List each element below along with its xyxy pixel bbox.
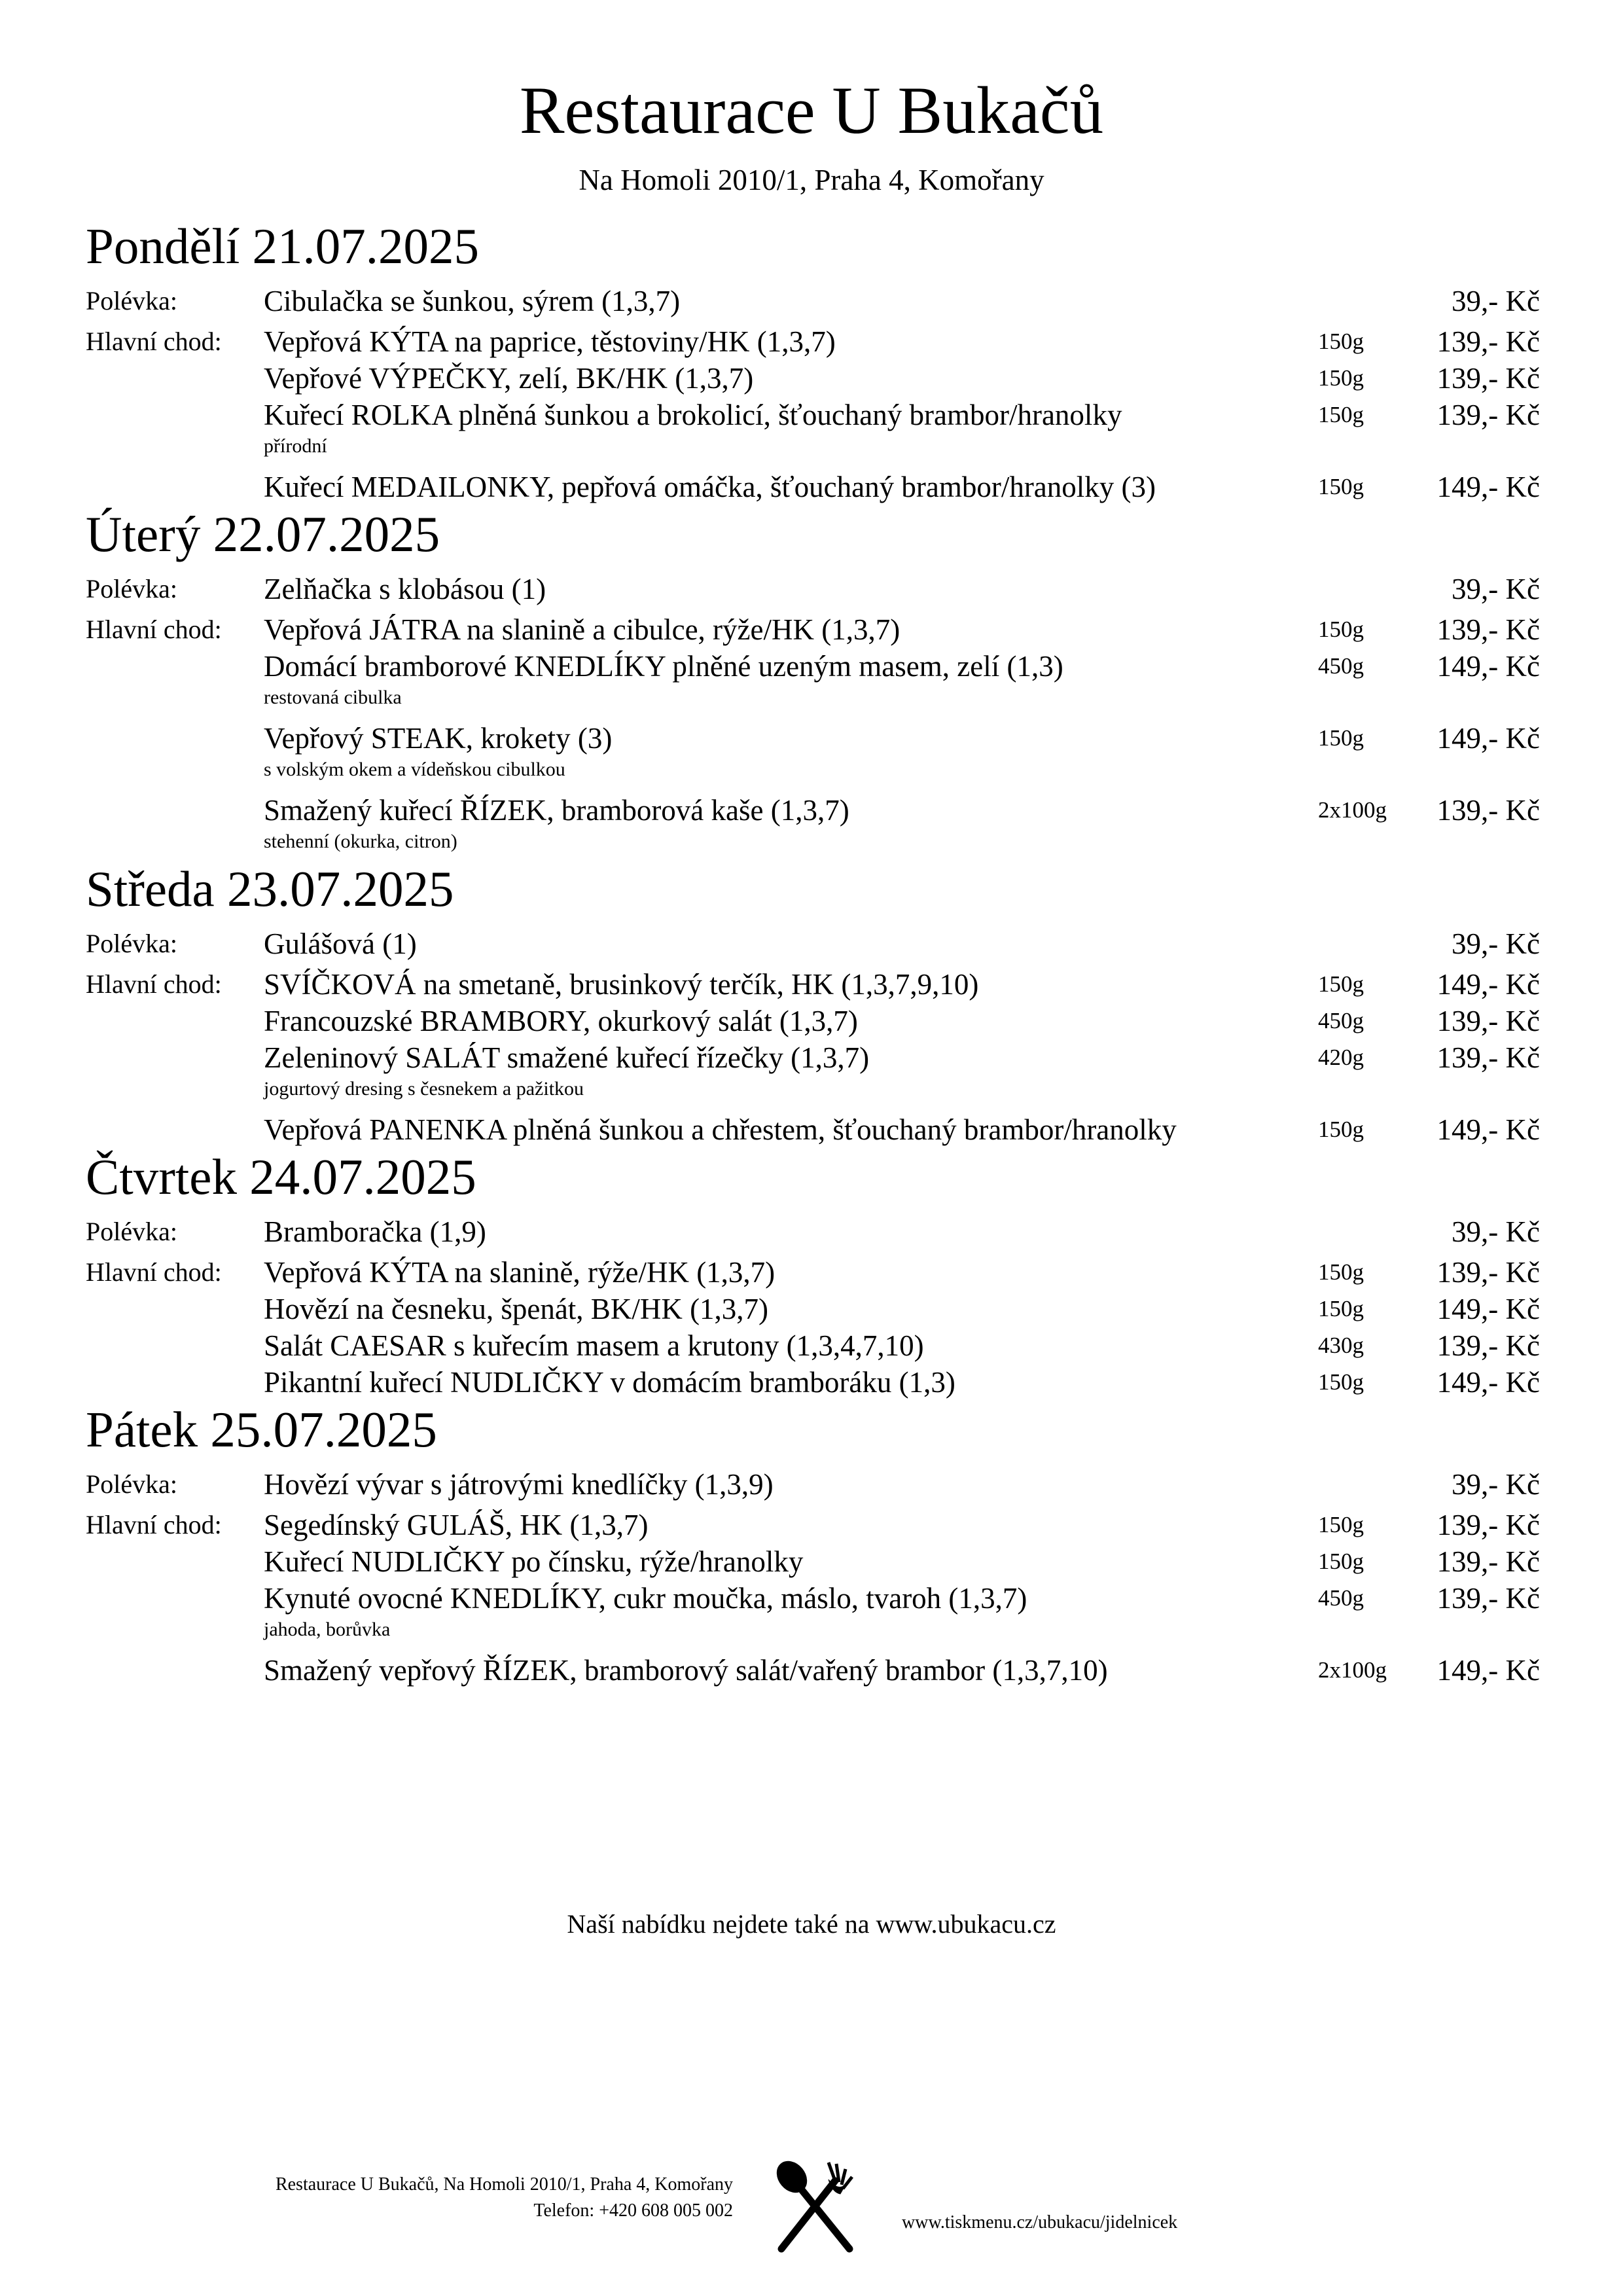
day-title: Čtvrtek 24.07.2025	[86, 1149, 476, 1205]
main-dish-row	[86, 323, 1540, 360]
category-label: Hlavní chod:	[86, 327, 222, 356]
restaurant-title: Restaurace U Bukačů	[519, 73, 1104, 148]
soup-row	[86, 571, 1540, 607]
main-dish-row	[86, 648, 1540, 685]
main-dish-row	[86, 1291, 1540, 1327]
footer-address: Restaurace U Bukačů, Na Homoli 2010/1, Praha 4, Komořany	[275, 2174, 733, 2195]
dish-weight: 150g	[1318, 1549, 1364, 1574]
day-title: Úterý 22.07.2025	[86, 506, 440, 562]
day-title: Pátek 25.07.2025	[86, 1401, 437, 1458]
dish-name: Smažený kuřecí ŘÍZEK, bramborová kaše (1,3,7)	[264, 794, 849, 827]
main-dish-row	[86, 360, 1540, 397]
dish-price: 139,- Kč	[1436, 613, 1540, 646]
category-label: Hlavní chod:	[86, 615, 222, 644]
day-section	[86, 1401, 1540, 1689]
dish-weight: 150g	[1318, 402, 1364, 427]
dish-weight: 450g	[1318, 653, 1364, 679]
dish-note: restovaná cibulka	[264, 687, 402, 708]
dish-weight: 450g	[1318, 1008, 1364, 1033]
footer-url: www.tiskmenu.cz/ubukacu/jidelnicek	[902, 2212, 1178, 2233]
main-dish-row	[86, 1580, 1540, 1617]
dish-price: 149,- Kč	[1436, 650, 1540, 683]
dish-name: Vepřová PANENKA plněná šunkou a chřestem, šťouchaný brambor/hranolky	[264, 1113, 1177, 1146]
dish-weight: 430g	[1318, 1333, 1364, 1358]
dish-price: 139,- Kč	[1436, 325, 1540, 358]
dish-name: Bramboračka (1,9)	[264, 1215, 486, 1248]
main-dish-row	[86, 1507, 1540, 1543]
day-section	[86, 1149, 1540, 1401]
dish-name: SVÍČKOVÁ na smetaně, brusinkový terčík, HK (1,3,7,9,10)	[264, 968, 979, 1001]
weekly-menu	[86, 218, 1540, 1693]
category-label: Polévka:	[86, 286, 177, 315]
dish-name: Francouzské BRAMBORY, okurkový salát (1,3,7)	[264, 1005, 858, 1037]
dish-name: Kuřecí MEDAILONKY, pepřová omáčka, šťouchaný brambor/hranolky (3)	[264, 471, 1156, 503]
dish-note: přírodní	[264, 435, 327, 457]
dish-name: Vepřová KÝTA na slanině, rýže/HK (1,3,7)	[264, 1256, 776, 1289]
dish-price: 39,- Kč	[1452, 927, 1540, 960]
dish-weight: 150g	[1318, 971, 1364, 997]
dish-name: Vepřový STEAK, krokety (3)	[264, 722, 613, 755]
dish-name: Vepřová JÁTRA na slanině a cibulce, rýže/HK (1,3,7)	[264, 613, 901, 646]
restaurant-address: Na Homoli 2010/1, Praha 4, Komořany	[579, 164, 1044, 196]
dish-name: Kuřecí NUDLIČKY po čínsku, rýže/hranolky	[264, 1545, 804, 1578]
dish-weight: 450g	[1318, 1585, 1364, 1611]
category-label: Polévka:	[86, 574, 177, 603]
day-section	[86, 861, 1540, 1148]
main-dish-row	[86, 1652, 1540, 1689]
dish-name: Vepřové VÝPEČKY, zelí, BK/HK (1,3,7)	[264, 362, 754, 395]
dish-name: Gulášová (1)	[264, 927, 417, 960]
main-dish-row	[86, 1327, 1540, 1364]
dish-price: 149,- Kč	[1436, 968, 1540, 1001]
dish-price: 139,- Kč	[1436, 1329, 1540, 1362]
dish-price: 149,- Kč	[1436, 471, 1540, 503]
dish-weight: 150g	[1318, 725, 1364, 751]
main-dish-row	[86, 792, 1540, 829]
dish-weight: 150g	[1318, 1296, 1364, 1321]
dish-weight: 150g	[1318, 329, 1364, 354]
soup-row	[86, 925, 1540, 962]
dish-weight: 150g	[1318, 617, 1364, 642]
dish-weight: 2x100g	[1318, 1657, 1387, 1683]
dish-name: Cibulačka se šunkou, sýrem (1,3,7)	[264, 285, 681, 317]
spoon-fork-icon	[772, 2157, 857, 2255]
dish-name: Kuřecí ROLKA plněná šunkou a brokolicí, šťouchaný brambor/hranolky	[264, 399, 1122, 431]
dish-note: jogurtový dresing s česnekem a pažitkou	[264, 1078, 584, 1100]
dish-weight: 150g	[1318, 365, 1364, 391]
dish-weight: 420g	[1318, 1045, 1364, 1070]
dish-price: 149,- Kč	[1436, 1366, 1540, 1399]
day-title: Středa 23.07.2025	[86, 861, 454, 917]
dish-weight: 150g	[1318, 474, 1364, 499]
day-section	[86, 218, 1540, 505]
dish-name: Zeleninový SALÁT smažené kuřecí řízečky (1,3,7)	[264, 1041, 870, 1074]
dish-note: stehenní (okurka, citron)	[264, 831, 457, 852]
main-dish-row	[86, 1039, 1540, 1076]
main-dish-row	[86, 1254, 1540, 1291]
dish-price: 139,- Kč	[1436, 362, 1540, 395]
dish-name: Kynuté ovocné KNEDLÍKY, cukr moučka, máslo, tvaroh (1,3,7)	[264, 1582, 1027, 1615]
footer-contact	[196, 2172, 733, 2224]
dish-price: 39,- Kč	[1452, 573, 1540, 605]
dish-name: Vepřová KÝTA na paprice, těstoviny/HK (1,3,7)	[264, 325, 836, 358]
main-dish-row	[86, 397, 1540, 433]
dish-name: Pikantní kuřecí NUDLIČKY v domácím bramboráku (1,3)	[264, 1366, 955, 1399]
dish-price: 139,- Kč	[1436, 1545, 1540, 1578]
soup-row	[86, 1213, 1540, 1250]
website-note: Naší nabídku nejdete také na www.ubukacu.cz	[567, 1909, 1056, 1939]
dish-price: 139,- Kč	[1436, 399, 1540, 431]
dish-note: jahoda, borůvka	[264, 1619, 391, 1640]
dish-price: 139,- Kč	[1436, 1509, 1540, 1541]
soup-row	[86, 283, 1540, 319]
main-dish-row	[86, 1111, 1540, 1148]
dish-weight: 2x100g	[1318, 797, 1387, 823]
category-label: Hlavní chod:	[86, 969, 222, 999]
main-dish-row	[86, 720, 1540, 757]
dish-price: 39,- Kč	[1452, 1468, 1540, 1501]
category-label: Polévka:	[86, 929, 177, 958]
dish-note: s volským okem a vídeňskou cibulkou	[264, 759, 565, 780]
dish-name: Smažený vepřový ŘÍZEK, bramborový salát/vařený brambor (1,3,7,10)	[264, 1654, 1108, 1687]
day-title: Pondělí 21.07.2025	[86, 218, 480, 274]
dish-name: Domácí bramborové KNEDLÍKY plněné uzeným masem, zelí (1,3)	[264, 650, 1063, 683]
dish-price: 139,- Kč	[1436, 1041, 1540, 1074]
category-label: Hlavní chod:	[86, 1257, 222, 1287]
dish-price: 149,- Kč	[1436, 1113, 1540, 1146]
dish-price: 139,- Kč	[1436, 1256, 1540, 1289]
header	[0, 73, 1623, 196]
category-label: Polévka:	[86, 1217, 177, 1246]
dish-weight: 150g	[1318, 1369, 1364, 1395]
dish-price: 39,- Kč	[1452, 1215, 1540, 1248]
main-dish-row	[86, 1364, 1540, 1401]
main-dish-row	[86, 611, 1540, 648]
dish-weight: 150g	[1318, 1512, 1364, 1537]
dish-price: 149,- Kč	[1436, 1654, 1540, 1687]
category-label: Hlavní chod:	[86, 1510, 222, 1539]
dish-price: 39,- Kč	[1452, 285, 1540, 317]
dish-name: Salát CAESAR s kuřecím masem a krutony (1,3,4,7,10)	[264, 1329, 924, 1362]
dish-price: 149,- Kč	[1436, 722, 1540, 755]
main-dish-row	[86, 1543, 1540, 1580]
dish-price: 139,- Kč	[1436, 1582, 1540, 1615]
dish-name: Segedínský GULÁŠ, HK (1,3,7)	[264, 1509, 649, 1541]
day-section	[86, 506, 1540, 859]
dish-name: Zelňačka s klobásou (1)	[264, 573, 546, 605]
main-dish-row	[86, 1003, 1540, 1039]
dish-price: 139,- Kč	[1436, 1005, 1540, 1037]
dish-weight: 150g	[1318, 1259, 1364, 1285]
dish-name: Hovězí vývar s játrovými knedlíčky (1,3,9)	[264, 1468, 774, 1501]
dish-price: 149,- Kč	[1436, 1293, 1540, 1325]
category-label: Polévka:	[86, 1469, 177, 1499]
dish-weight: 150g	[1318, 1117, 1364, 1142]
dish-name: Hovězí na česneku, špenát, BK/HK (1,3,7)	[264, 1293, 769, 1325]
soup-row	[86, 1466, 1540, 1503]
dish-price: 139,- Kč	[1436, 794, 1540, 827]
footer-phone: Telefon: +420 608 005 002	[533, 2200, 733, 2221]
main-dish-row	[86, 469, 1540, 505]
main-dish-row	[86, 966, 1540, 1003]
